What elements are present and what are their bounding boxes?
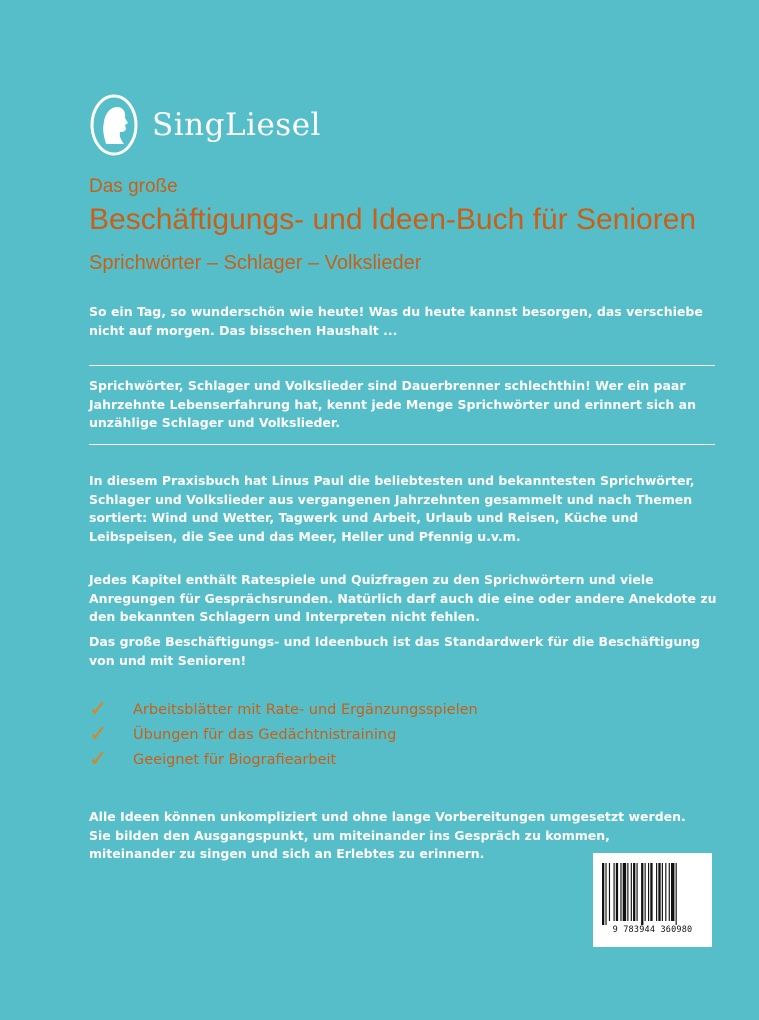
checklist-item xyxy=(89,697,478,722)
barcode xyxy=(593,853,712,947)
checklist-item xyxy=(89,747,478,772)
isbn-number: 9 783944 360980 xyxy=(612,925,693,935)
highlight-text: Sprichwörter, Schlager und Volkslieder sind Dauerbrenner schlechthin! Wer ein paar Jahrzehnte Lebenserfahrung hat, kennt jede Menge Sprichwörter und erinnert sich an unzählige Schlager und Volkslieder. xyxy=(89,378,697,430)
checklist-label: Geeignet für Biografiearbeit xyxy=(133,751,337,768)
checklist-label: Übungen für das Gedächtnistraining xyxy=(133,726,397,743)
checkmark-icon: ✓ xyxy=(89,722,108,747)
checkmark-icon: ✓ xyxy=(89,697,108,722)
brand-logo xyxy=(88,92,321,158)
checklist-label: Arbeitsblätter mit Rate- und Ergänzungsspielen xyxy=(133,701,478,718)
checklist-item xyxy=(89,722,478,747)
body-paragraph-2: Jedes Kapitel enthält Ratespiele und Quizfragen zu den Sprichwörtern und viele Anregungen für Gesprächsrunden. Natürlich darf auch die eine oder andere Anekdote zu den bekannten Schlagern und Interpreten nicht fehlen. xyxy=(89,572,717,624)
barcode-bars xyxy=(602,863,703,925)
checkmark-icon: ✓ xyxy=(89,747,108,772)
intro-text: So ein Tag, so wunderschön wie heute! Was du heute kannst besorgen, das verschiebe nicht auf morgen. Das bisschen Haushalt ... xyxy=(89,304,703,338)
subtitle: Sprichwörter – Schlager – Volkslieder xyxy=(89,252,422,274)
divider-bottom xyxy=(89,444,715,445)
pre-title: Das große xyxy=(89,176,178,197)
feature-checklist xyxy=(89,697,478,772)
body-paragraph-3: Das große Beschäftigungs- und Ideenbuch ist das Standardwerk für die Beschäftigung von und mit Senioren! xyxy=(89,634,701,668)
page-title: Beschäftigungs- und Ideen-Buch für Senioren xyxy=(89,203,697,236)
brand-name: SingLiesel xyxy=(152,107,321,143)
silhouette-cameo-icon xyxy=(88,92,140,158)
divider-top xyxy=(89,365,715,366)
closing-text: Alle Ideen können unkompliziert und ohne lange Vorbereitungen umgesetzt werden. Sie bilden den Ausgangspunkt, um miteinander ins Gespräch zu kommen, miteinander zu singen und sich an Erlebtes zu erinnern. xyxy=(89,809,686,861)
body-paragraph-1: In diesem Praxisbuch hat Linus Paul die beliebtesten und bekanntesten Sprichwörter, Schlager und Volkslieder aus vergangenen Jahrzehnten gesammelt und nach Themen sortiert: Wind und Wetter, Tagwerk und Arbeit, Urlaub und Reisen, Küche und Leibspeisen, die See und das Meer, Heller und Pfennig u.v.m. xyxy=(89,473,695,544)
